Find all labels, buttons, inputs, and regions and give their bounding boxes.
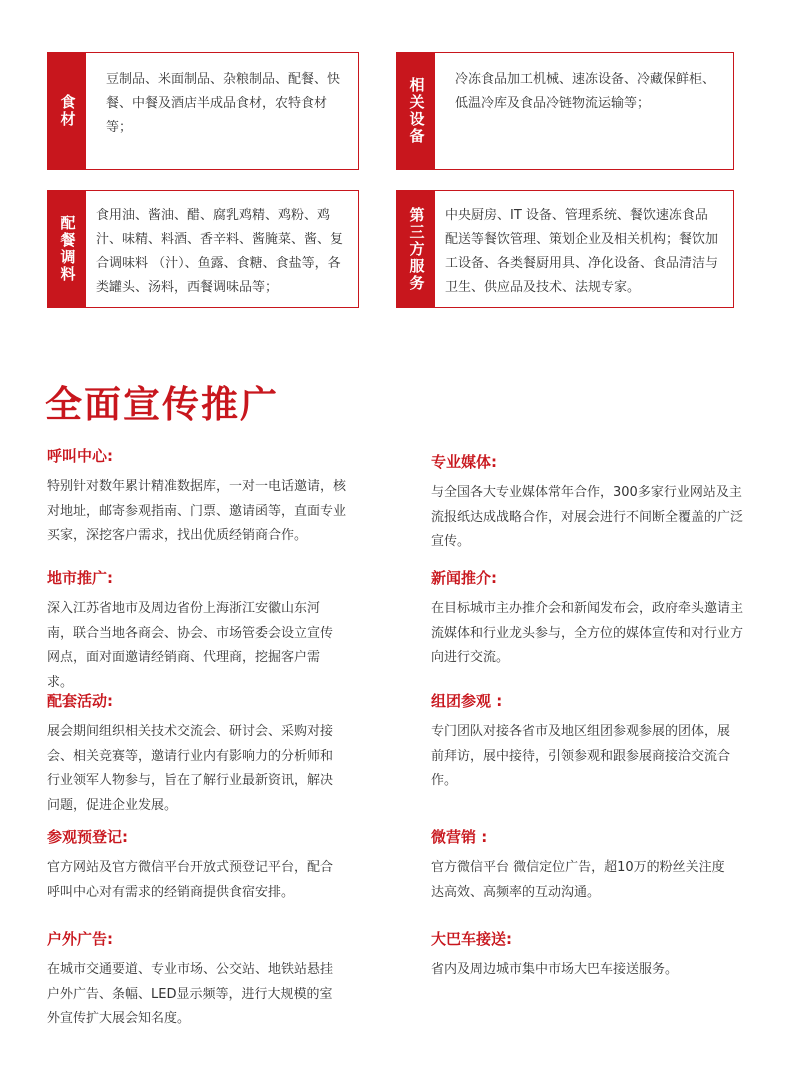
category-description: 中央厨房、IT 设备、管理系统、餐饮速冻食品配送等餐饮管理、策划企业及相关机构；餐饮加工设备、各类餐厨用具、净化设备、食品清洁与卫生、供应品及技术、法规专家。 bbox=[445, 208, 719, 295]
section-text: 省内及周边城市集中市场大巴车接送服务。 bbox=[431, 962, 679, 977]
promo-section-preregistration bbox=[47, 826, 337, 905]
promo-section-shuttle-bus bbox=[431, 928, 731, 983]
section-text: 官方微信平台 微信定位广告，超10万的粉丝关注度达高效、高频率的互动沟通。 bbox=[431, 860, 725, 900]
section-text: 在目标城市主办推介会和新闻发布会，政府牵头邀请主流媒体和行业龙头参与，全方位的媒体宣传和对行业方向进行交流。 bbox=[431, 601, 744, 665]
category-card-equipment bbox=[396, 52, 734, 170]
section-text: 深入江苏省地市及周边省份上海浙江安徽山东河南，联合当地各商会、协会、市场管委会设立宣传网点，面对面邀请经销商、代理商，挖掘客户需求。 bbox=[47, 601, 334, 690]
promo-section-call-center bbox=[47, 445, 347, 549]
section-title: 大巴车接送: bbox=[431, 930, 512, 948]
category-description: 食用油、酱油、醋、腐乳鸡精、鸡粉、鸡汁、味精、料酒、香辛料、酱腌菜、酱、复合调味料 （汁）、鱼露、食糖、食盐等，各类罐头、汤料，西餐调味品等； bbox=[96, 208, 344, 295]
section-text: 官方网站及官方微信平台开放式预登记平台，配合呼叫中心对有需求的经销商提供食宿安排。 bbox=[47, 860, 334, 900]
category-tag: 相关设备 bbox=[397, 53, 435, 169]
category-tag: 配餐调料 bbox=[48, 191, 86, 307]
promo-section-outdoor-ads bbox=[47, 928, 339, 1032]
section-title: 地市推广: bbox=[47, 569, 113, 587]
section-title: 专业媒体: bbox=[431, 453, 497, 471]
promo-section-micro-marketing bbox=[431, 826, 731, 905]
section-title: 组团参观 : bbox=[431, 692, 503, 710]
section-title: 微营销 : bbox=[431, 828, 488, 846]
promo-section-news bbox=[431, 567, 743, 671]
promo-section-media bbox=[431, 451, 743, 555]
category-tag: 食材 bbox=[48, 53, 86, 169]
page-heading: 全面宣传推广 bbox=[45, 383, 279, 426]
category-tag: 第三方服务 bbox=[397, 191, 435, 307]
promo-section-regional bbox=[47, 567, 345, 695]
category-card-seasoning bbox=[47, 190, 359, 308]
promo-section-events bbox=[47, 690, 337, 818]
section-text: 专门团队对接各省市及地区组团参观参展的团体，展前拜访，展中接待，引领参观和跟参展商接洽交流合作。 bbox=[431, 724, 731, 788]
category-description: 冷冻食品加工机械、速冻设备、冷藏保鲜柜、低温冷库及食品冷链物流运输等； bbox=[455, 72, 716, 111]
section-title: 新闻推介: bbox=[431, 569, 497, 587]
section-title: 户外广告: bbox=[47, 930, 113, 948]
section-title: 参观预登记: bbox=[47, 828, 128, 846]
promo-section-groups bbox=[431, 690, 733, 794]
section-text: 与全国各大专业媒体常年合作，300多家行业网站及主流报纸达成战略合作，对展会进行不间断全覆盖的广泛宣传。 bbox=[431, 485, 744, 549]
section-title: 配套活动: bbox=[47, 692, 113, 710]
section-text: 展会期间组织相关技术交流会、研讨会、采购对接会、相关竞赛等，邀请行业内有影响力的分析师和行业领军人物参与，旨在了解行业最新资讯，解决问题，促进企业发展。 bbox=[47, 724, 334, 813]
category-description: 豆制品、米面制品、杂粮制品、配餐、快餐、中餐及酒店半成品食材，农特食材等； bbox=[106, 72, 341, 135]
category-card-ingredients bbox=[47, 52, 359, 170]
section-text: 在城市交通要道、专业市场、公交站、地铁站悬挂户外广告、条幅、LED显示频等，进行大规模的室外宣传扩大展会知名度。 bbox=[47, 962, 334, 1026]
category-card-third-party bbox=[396, 190, 734, 308]
section-title: 呼叫中心: bbox=[47, 447, 113, 465]
section-text: 特别针对数年累计精准数据库，一对一电话邀请，核对地址，邮寄参观指南、门票、邀请函等，直面专业买家，深挖客户需求，找出优质经销商合作。 bbox=[47, 479, 347, 543]
